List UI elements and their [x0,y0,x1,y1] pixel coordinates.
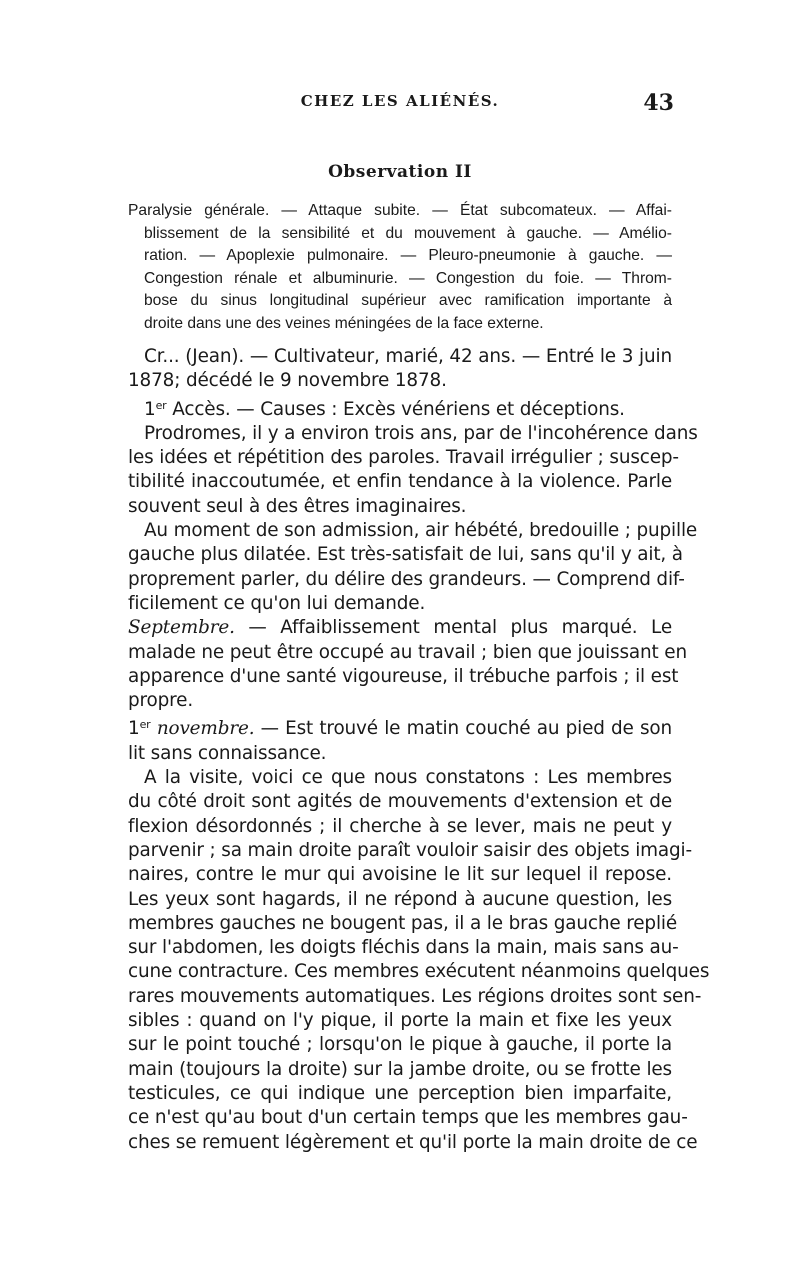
body-line: sur le point touché ; lorsqu'on le pique à gauche, il porte la [128,1034,672,1056]
body-line: testicules, ce qui indique une perception bien imparfaite, [128,1082,672,1104]
body-line: ce n'est qu'au bout d'un certain temps que les membres gau- [128,1107,688,1129]
observation-body [128,345,710,1155]
body-line: 1er novembre. — Est trouvé le matin couché au pied de son [128,718,672,740]
body-line: proprement parler, du délire des grandeurs. — Comprend dif- [128,568,685,590]
body-line: ficilement ce qu'on lui demande. [128,592,426,614]
body-line: main (toujours la droite) sur la jambe droite, ou se frotte les [128,1058,672,1080]
summary-line: ration. — Apoplexie pulmonaire. — Pleuro-pneumonie à gauche. — [144,247,672,264]
body-line: sur l'abdomen, les doigts fléchis dans la main, mais sans au- [128,937,679,959]
body-line: Au moment de son admission, air hébété, bredouille ; pupille [144,520,698,542]
observation-title: Observation II [328,162,472,182]
body-line: 1878; décédé le 9 novembre 1878. [128,370,447,392]
body-line: A la visite, voici ce que nous constatons : Les membres [144,767,672,789]
summary-line: bose du sinus longitudinal supérieur avec ramification importante à [144,292,672,309]
body-line: Septembre. — Affaiblissement mental plus marqué. Le [128,617,672,639]
body-line: flexion désordonnés ; il cherche à se lever, mais ne peut y [128,815,672,837]
summary-line: Paralysie générale. — Attaque subite. — État subcomateux. — Affai- [128,202,672,219]
body-line: les idées et répétition des paroles. Travail irrégulier ; suscep- [128,447,679,469]
summary-line: blissement de la sensibilité et du mouvement à gauche. — Amélio- [144,224,672,242]
body-line: Les yeux sont hagards, il ne répond à aucune question, les [128,888,672,910]
body-line: malade ne peut être occupé au travail ; bien que jouissant en [128,641,687,663]
body-line: apparence d'une santé vigoureuse, il trébuche parfois ; il est [128,665,679,687]
body-line: ches se remuent légèrement et qu'il porte la main droite de ce [128,1131,698,1153]
page-number: 43 [643,90,674,116]
body-line: cune contracture. Ces membres exécutent néanmoins quelques [128,961,710,983]
body-line: du côté droit sont agités de mouvements d'extension et de [128,791,672,813]
running-title: CHEZ LES ALIÉNÉS. [300,92,500,110]
body-line: parvenir ; sa main droite paraît vouloir saisir des objets imagi- [128,839,693,861]
summary-line: droite dans une des veines méningées de la face externe. [144,314,544,332]
body-line: rares mouvements automatiques. Les régions droites sont sen- [128,985,702,1007]
body-line: naires, contre le mur qui avoisine le lit sur lequel il repose. [128,864,672,886]
body-line: sibles : quand on l'y pique, il porte la main et fixe les yeux [128,1010,672,1032]
summary-line: Congestion rénale et albuminurie. — Congestion du foie. — Throm- [144,269,672,287]
observation-summary [128,200,672,335]
body-line: Prodromes, il y a environ trois ans, par de l'incohérence dans [144,422,698,444]
body-line: gauche plus dilatée. Est très-satisfait de lui, sans qu'il y ait, à [128,544,683,566]
body-line: lit sans connaissance. [128,742,327,764]
body-line: tibilité inaccoutumée, et enfin tendance à la violence. Parle [128,471,672,493]
body-line: membres gauches ne bougent pas, il a le bras gauche replié [128,912,678,934]
body-line: propre. [128,690,194,712]
running-head [0,92,800,122]
body-line: 1er Accès. — Causes : Excès vénériens et déceptions. [144,398,625,420]
body-line: Cr... (Jean). — Cultivateur, marié, 42 ans. — Entré le 3 juin [144,346,672,367]
body-line: souvent seul à des êtres imaginaires. [128,495,467,517]
